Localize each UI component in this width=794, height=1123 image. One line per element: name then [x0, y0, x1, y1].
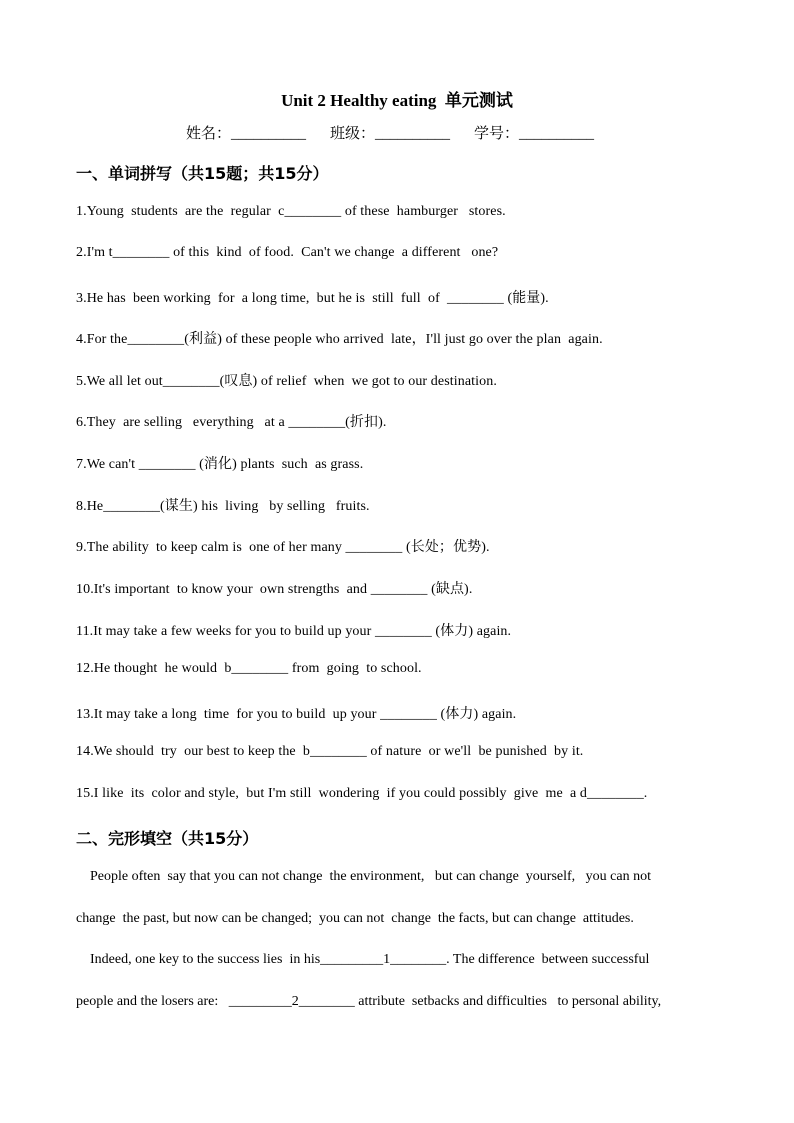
question-15: 15.I like its color and style, but I'm still wondering if you could possibly give me a d________.	[76, 786, 648, 801]
question-1: 1.Young students are the regular c________ of these hamburger stores.	[76, 204, 506, 219]
question-3: 3.He has been working for a long time, but he is still full of ________ (能量).	[76, 291, 549, 306]
question-11: 11.It may take a few weeks for you to build up your ________ (体力) again.	[76, 624, 512, 639]
question-7: 7.We can't ________ (消化) plants such as grass.	[76, 457, 364, 472]
question-14: 14.We should try our best to keep the b________ of nature or we'll be punished by it.	[76, 744, 584, 759]
question-8: 8.He________(谋生) his living by selling fruits.	[76, 499, 370, 514]
question-2: 2.I'm t________ of this kind of food. Can't we change a different one?	[76, 245, 499, 260]
student-id-field-label: 学号：__________	[474, 126, 595, 142]
question-10: 10.It's important to know your own strengths and ________ (缺点).	[76, 582, 473, 597]
cloze-passage-line-4: people and the losers are: _________2________ attribute setbacks and difficulties to personal ability,	[76, 994, 662, 1009]
question-5: 5.We all let out________(叹息) of relief when we got to our destination.	[76, 374, 497, 389]
class-field-label: 班级：__________	[330, 126, 451, 142]
student-info-row	[186, 122, 594, 143]
name-field-label: 姓名：__________	[186, 126, 307, 142]
question-9: 9.The ability to keep calm is one of her many ________ (长处；优势).	[76, 540, 490, 555]
question-4: 4.For the________(利益) of these people who arrived late，I'll just go over the plan again.	[76, 332, 603, 347]
question-12: 12.He thought he would b________ from going to school.	[76, 661, 422, 676]
cloze-passage-line-1: People often say that you can not change the environment, but can change yourself, you can not	[76, 869, 651, 884]
cloze-passage-line-3: Indeed, one key to the success lies in his_________1________. The difference between successful	[76, 952, 650, 967]
cloze-passage-line-2: change the past, but now can be changed; you can not change the facts, but can change attitudes.	[76, 911, 634, 926]
page-title: Unit 2 Healthy eating 单元测试	[281, 91, 513, 110]
question-13: 13.It may take a long time for you to build up your ________ (体力) again.	[76, 707, 517, 722]
section-heading-spelling: 一、单词拼写（共15题；共15分）	[76, 164, 329, 183]
question-6: 6.They are selling everything at a ________(折扣).	[76, 415, 387, 430]
section-heading-cloze: 二、完形填空（共15分）	[76, 829, 259, 848]
